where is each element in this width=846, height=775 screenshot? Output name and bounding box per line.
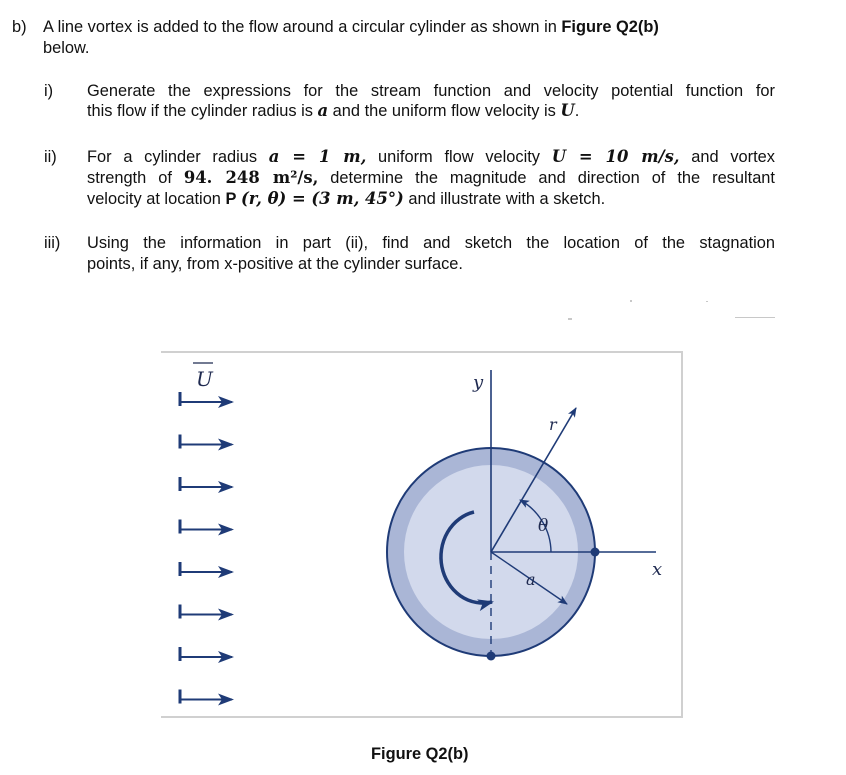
scan-specks [568,300,775,320]
dot-right [591,548,600,557]
flow-arrow [180,435,232,449]
flow-arrow [180,477,232,491]
eq-location: (r, θ) = (3 m, 45°) [240,189,404,208]
theta-label: θ [538,516,549,536]
item-label-iii: iii) [44,234,61,252]
item-label-ii: ii) [44,148,57,166]
eq-radius: a = 1 m, [268,147,367,166]
intro-figure-ref: Figure Q2(b) [561,18,659,36]
dot-bottom [487,652,496,661]
x-axis-label: x [652,559,663,580]
point-P: P [225,190,237,208]
radial-label: r [549,415,557,434]
var-a: a [317,101,329,120]
item-iii-line-1: Using the information in part (ii), find and sketch the location of the stagnation [87,234,775,252]
radius-label: a [526,570,536,589]
intro-text: A line vortex is added to the flow around a circular cylinder as shown in [43,18,562,36]
flow-arrow [180,690,232,704]
figure-caption: Figure Q2(b) [371,745,469,763]
item-label-i: i) [44,82,54,100]
item-i-line-1: Generate the expressions for the stream function and velocity potential function for [87,82,775,100]
var-U: U [560,101,575,120]
item-ii-line-1: For a cylinder radius a = 1 m, uniform flow velocity U = 10 m/s, and vortex [87,147,775,166]
eq-velocity: U = 10 m/s, [551,147,680,166]
flow-arrow [180,392,232,406]
item-ii-line-3: velocity at location P (r, θ) = (3 m, 45°) and illustrate with a sketch. [87,189,606,208]
eq-strength: 94. 248 m²/s, [183,168,319,187]
flow-arrow [180,562,232,576]
item-i-line-2: this flow if the cylinder radius is a and the uniform flow velocity is U. [87,101,580,120]
item-iii-line-2: points, if any, from x-positive at the cylinder surface. [87,255,463,273]
intro-line-2: below. [43,39,90,57]
item-ii-line-2: strength of 94. 248 m²/s, determine the magnitude and direction of the resultant [87,168,775,187]
flow-arrow [180,605,232,619]
flow-arrow [180,520,232,534]
y-axis-label: y [473,372,484,393]
flow-arrow [180,647,232,661]
uniform-flow-arrows [180,392,232,704]
uniform-flow-label: U [196,367,213,391]
part-label: b) [12,18,27,36]
